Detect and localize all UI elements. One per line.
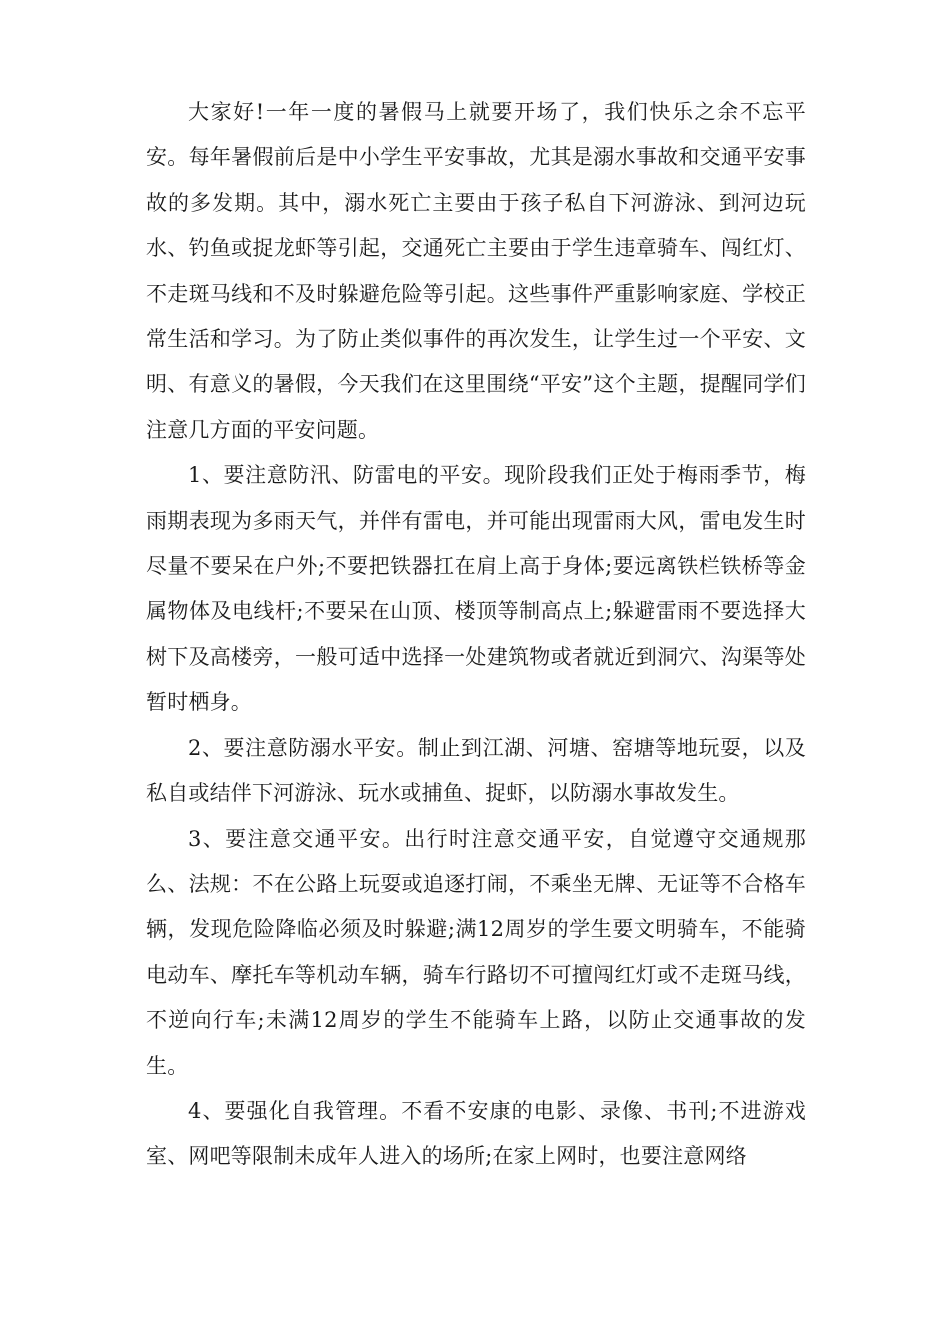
- paragraph-item-4: 4、要强化自我管理。不看不安康的电影、录像、书刊;不进游戏室、网吧等限制未成年人进入的场所;在家上网时，也要注意网络: [146, 1098, 806, 1169]
- paragraph-item-1: 1、要注意防汛、防雷电的平安。现阶段我们正处于梅雨季节，梅雨期表现为多雨天气，并伴有雷电，并可能出现雷雨大风，雷电发生时尽量不要呆在户外;不要把铁器扛在肩上高于身体;要远离铁栏铁桥等金属物体及电线杆;不要呆在山顶、楼顶等制高点上;躲避雷雨不要选择大树下及高楼旁，一般可适中选择一处建筑物或者就近到洞穴、沟渠等处暂时栖身。: [146, 463, 806, 715]
- paragraph-item-2: 2、要注意防溺水平安。制止到江湖、河塘、窑塘等地玩耍，以及私自或结伴下河游泳、玩水或捕鱼、捉虾，以防溺水事故发生。: [146, 735, 806, 806]
- paragraph-item-3: 3、要注意交通平安。出行时注意交通平安，自觉遵守交通规那么、法规：不在公路上玩耍或追逐打闹，不乘坐无牌、无证等不合格车辆，发现危险降临必须及时躲避;满12周岁的学生要文明骑车，不能骑电动车、摩托车等机动车辆，骑车行路切不可擅闯红灯或不走斑马线，不逆向行车;未满12周岁的学生不能骑车上路，以防止交通事故的发生。: [146, 826, 806, 1078]
- paragraph-intro: 大家好!一年一度的暑假马上就要开场了，我们快乐之余不忘平安。每年暑假前后是中小学生平安事故，尤其是溺水事故和交通平安事故的多发期。其中，溺水死亡主要由于孩子私自下河游泳、到河边玩水、钓鱼或捉龙虾等引起，交通死亡主要由于学生违章骑车、闯红灯、不走斑马线和不及时躲避危险等引起。这些事件严重影响家庭、学校正常生活和学习。为了防止类似事件的再次发生，让学生过一个平安、文明、有意义的暑假，今天我们在这里围绕“平安”这个主题，提醒同学们注意几方面的平安问题。: [146, 100, 806, 442]
- document-body: [146, 90, 806, 1180]
